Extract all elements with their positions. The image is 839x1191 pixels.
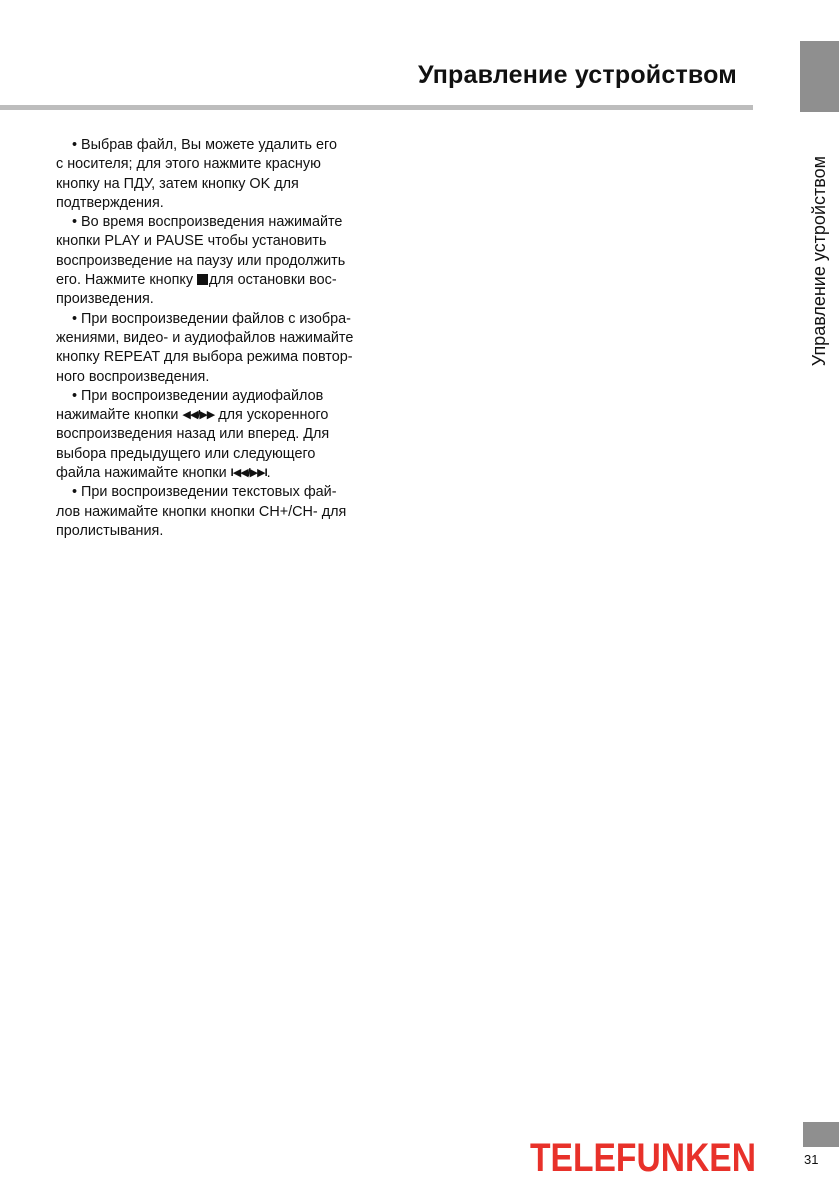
text-line: лов нажимайте кнопки кнопки CH+/CH- для bbox=[56, 503, 347, 520]
text-line: произведения. bbox=[56, 291, 154, 308]
page-number: 31 bbox=[804, 1152, 819, 1167]
text-fragment: для остановки вос- bbox=[209, 272, 337, 289]
instruction-text bbox=[56, 136, 406, 541]
side-section-label-text: Управление устройством bbox=[808, 155, 829, 366]
side-section-label bbox=[803, 124, 835, 366]
text-line: жениями, видео- и аудиофайлов нажимайте bbox=[56, 329, 354, 346]
text-fragment: нажимайте кнопки bbox=[56, 407, 183, 424]
paragraph-delete-file bbox=[56, 136, 406, 213]
text-line: выбора предыдущего или следующего bbox=[56, 445, 316, 462]
text-line bbox=[56, 464, 406, 483]
text-line: • При воспроизведении текстовых фай- bbox=[72, 484, 337, 501]
text-line: пролистывания. bbox=[56, 522, 164, 539]
text-line: • При воспроизведении файлов с изобра- bbox=[72, 310, 351, 327]
text-line: • Во время воспроизведения нажимайте bbox=[72, 214, 343, 231]
paragraph-text-files bbox=[56, 483, 406, 541]
text-line: подтверждения. bbox=[56, 194, 164, 211]
text-line bbox=[56, 406, 406, 425]
brand-wordmark: TELEFUNKEN bbox=[530, 1136, 756, 1180]
stop-icon bbox=[197, 274, 208, 285]
text-fragment: для ускоренного bbox=[214, 407, 329, 424]
text-line: ного воспроизведения. bbox=[56, 368, 210, 385]
text-fragment: . bbox=[266, 465, 271, 482]
paragraph-audio-seek bbox=[56, 387, 406, 483]
paragraph-play-pause bbox=[56, 213, 406, 309]
telefunken-logo bbox=[530, 1136, 756, 1180]
text-fragment: файла нажимайте кнопки bbox=[56, 465, 231, 482]
paragraph-repeat bbox=[56, 310, 406, 387]
page-tab-marker bbox=[803, 1122, 839, 1147]
text-line: • При воспроизведении аудиофайлов bbox=[72, 387, 324, 404]
text-line: воспроизведение на паузу или продолжить bbox=[56, 252, 346, 269]
text-line: кнопку на ПДУ, затем кнопку OK для bbox=[56, 175, 299, 192]
page-title: Управление устройством bbox=[417, 61, 737, 89]
text-line: с носителя; для этого нажмите красную bbox=[56, 156, 321, 173]
text-line: воспроизведения назад или вперед. Для bbox=[56, 426, 330, 443]
text-line: кнопки PLAY и PAUSE чтобы установить bbox=[56, 233, 327, 250]
section-tab-marker bbox=[800, 41, 839, 112]
text-line: • Выбрав файл, Вы можете удалить его bbox=[72, 137, 337, 153]
text-fragment: его. Нажмите кнопку bbox=[56, 272, 198, 289]
rewind-fastforward-icon: ◀◀/▶▶ bbox=[182, 409, 215, 422]
text-line bbox=[56, 271, 406, 290]
text-line: кнопку REPEAT для выбора режима повтор- bbox=[56, 349, 353, 366]
header-divider bbox=[0, 105, 753, 110]
previous-next-track-icon: I◀◀/▶▶I bbox=[230, 467, 267, 480]
